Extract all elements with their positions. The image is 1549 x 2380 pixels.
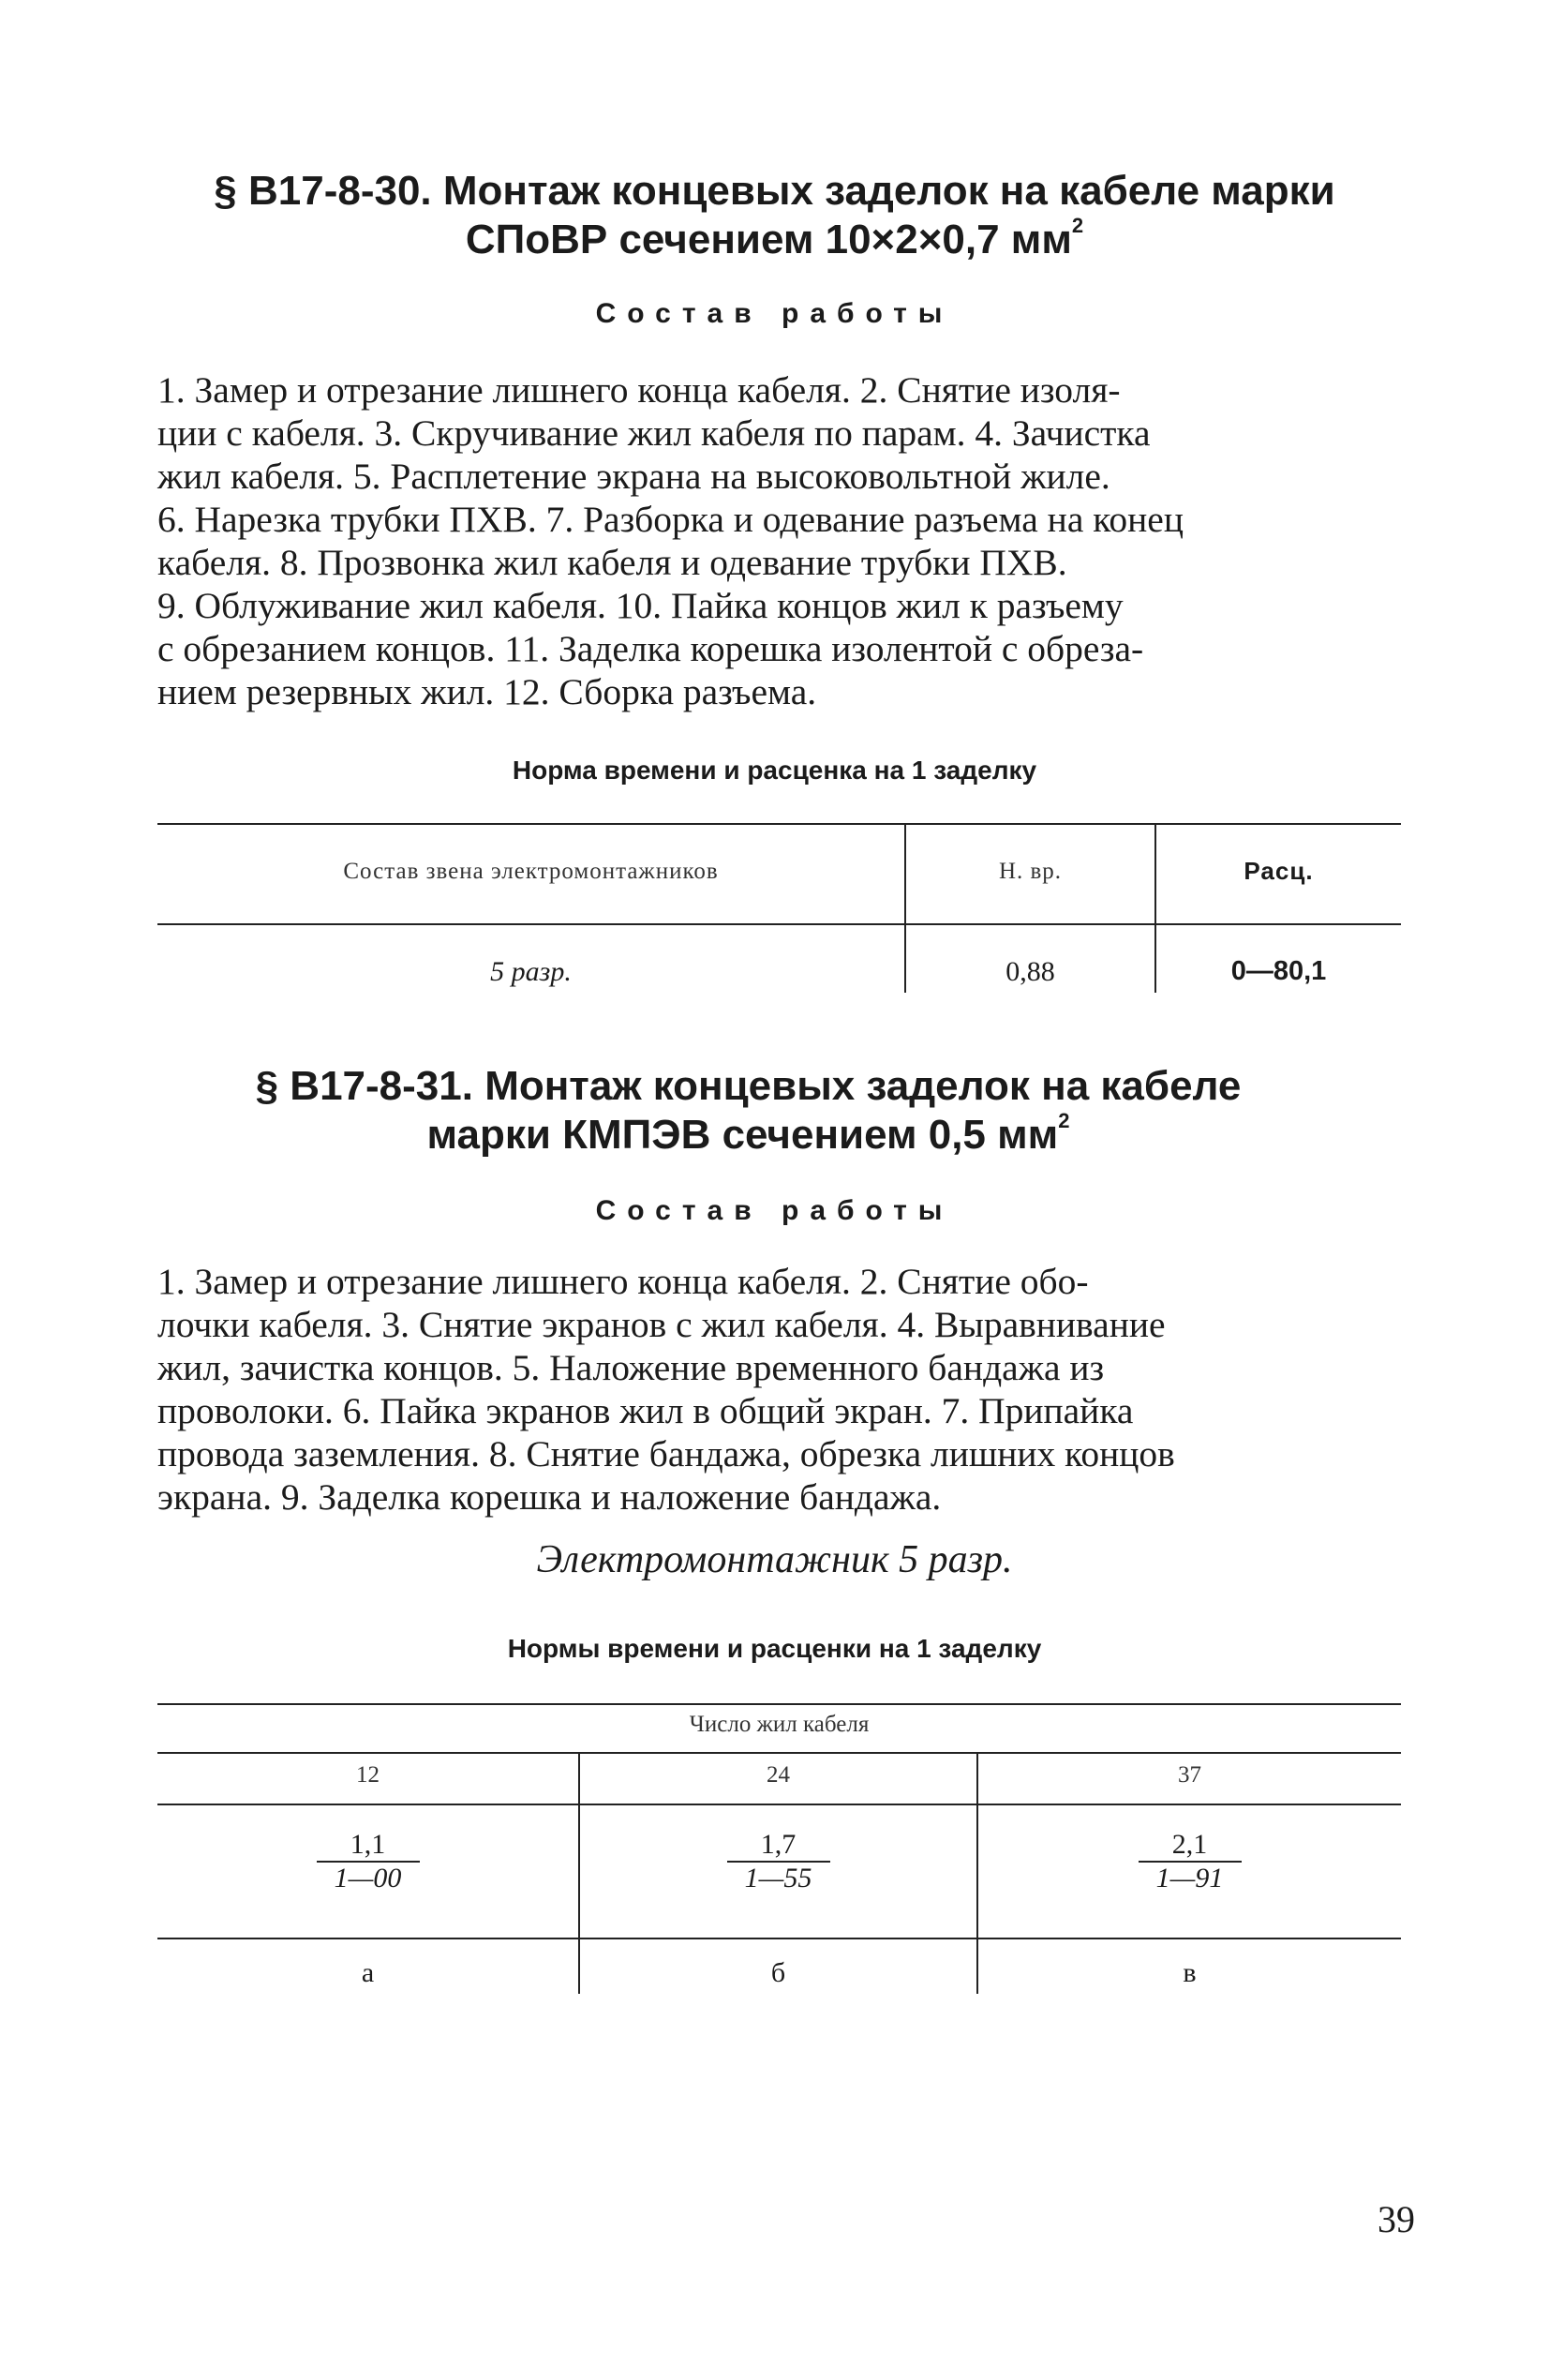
table1-header-price: Расц.	[1244, 857, 1314, 885]
table2-header-37: 37	[1178, 1762, 1201, 1788]
section2-heading-sup: 2	[1058, 1109, 1070, 1132]
table2-fraction-c	[978, 1829, 1401, 1894]
table2-price-b: 1—55	[744, 1863, 812, 1894]
table2-fraction-b	[580, 1829, 976, 1894]
table2-body-rule	[157, 1938, 1401, 1939]
section1-table-caption: Норма времени и расценка на 1 заделку	[512, 756, 1037, 785]
section1-text: 1. Замер и отрезание лишнего конца кабеля. 2. Снятие изоля- ции с кабеля. 3. Скручивание жил кабеля по парам. 4. Зачистка жил кабеля. 5. Расплетение экрана на высоковольтной жиле. 6. Нарезка трубки ПХВ. 7. Разборка и одевание разъема на конец кабеля. 8. Прозвонка жил кабеля и одевание трубки ПХВ. 9. Облуживание жил кабеля. 10. Пайка концов жил к разъему с обрезанием концов. 11. Заделка корешка изолентой с обреза- нием резервных жил. 12. Сборка разъема.	[157, 369, 1184, 712]
section1-heading-line2	[0, 216, 1549, 264]
section2-heading-line2	[0, 1111, 1523, 1160]
table1-top-rule	[157, 823, 1401, 825]
table1-cell-crew: 5 разр.	[490, 956, 572, 987]
table1-header-rule	[157, 923, 1401, 925]
table2-header-24: 24	[767, 1762, 790, 1788]
table2-header-12: 12	[356, 1762, 380, 1788]
table2-top-rule	[157, 1703, 1401, 1705]
table2-index-c: в	[1183, 1957, 1197, 1988]
table2-price-a: 1—00	[334, 1863, 402, 1894]
section2-heading-line2-text: марки КМПЭВ сечением 0,5 мм	[426, 1112, 1059, 1158]
page-number: 39	[1378, 2198, 1415, 2240]
table2-index-a: а	[361, 1957, 375, 1988]
section2-worker: Электромонтажник 5 разр.	[536, 1538, 1013, 1581]
table1-header-norm: Н. вр.	[998, 859, 1063, 884]
table1-header-crew: Состав звена электромонтажников	[343, 859, 719, 884]
section1-heading-line1: § В17-8-30. Монтаж концевых заделок на кабеле марки	[214, 168, 1335, 214]
section1-heading-line2-text: СПоВР сечением 10×2×0,7 мм	[465, 217, 1072, 262]
table2-group-rule	[157, 1752, 1401, 1754]
section2-subheading: Состав работы	[595, 1195, 954, 1226]
table2-group-header: Число жил кабеля	[689, 1712, 870, 1737]
table1-cell-price: 0—80,1	[1230, 956, 1327, 986]
table2-norm-c: 2,1	[1171, 1829, 1208, 1860]
table2-fraction-a	[157, 1829, 578, 1894]
section2-table-caption: Нормы времени и расценки на 1 заделку	[507, 1634, 1042, 1663]
table2-norm-b: 1,7	[760, 1829, 797, 1860]
table1-cell-norm: 0,88	[1005, 956, 1055, 987]
section1-heading-sup: 2	[1071, 214, 1084, 237]
section1-heading	[0, 167, 1549, 264]
section2-text: 1. Замер и отрезание лишнего конца кабеля. 2. Снятие обо- лочки кабеля. 3. Снятие экранов с жил кабеля. 4. Выравнивание жил, зачистка концов. 5. Наложение временного бандажа из проволоки. 6. Пайка экранов жил в общий экран. 7. Припайка провода заземления. 8. Снятие бандажа, обрезка лишних концов экрана. 9. Заделка корешка и наложение бандажа.	[157, 1261, 1175, 1518]
table2-header-rule	[157, 1804, 1401, 1805]
table2-index-b: б	[770, 1957, 786, 1988]
section1-subheading: Состав работы	[595, 298, 954, 329]
section2-heading-line1: § В17-8-31. Монтаж концевых заделок на кабеле	[255, 1063, 1242, 1109]
section2-heading	[0, 1062, 1523, 1160]
table2-norm-a: 1,1	[350, 1829, 386, 1860]
table2-price-c: 1—91	[1155, 1863, 1224, 1894]
